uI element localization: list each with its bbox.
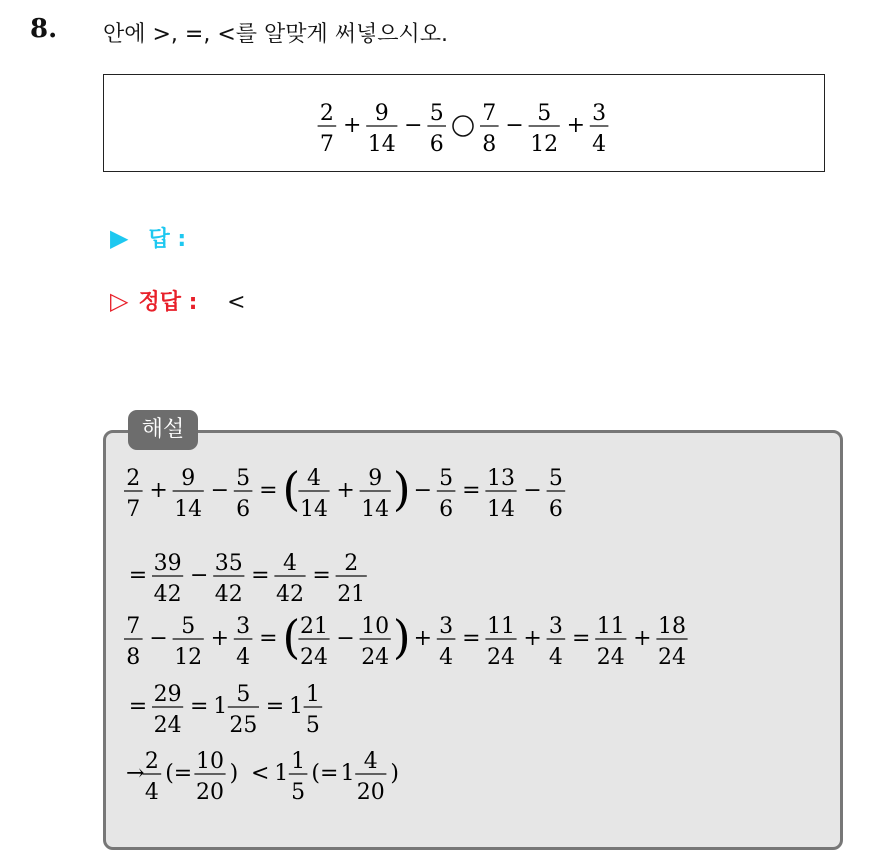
fraction-numerator: 7 xyxy=(482,101,497,126)
fraction-denominator: 4 xyxy=(144,780,159,805)
fraction-denominator: 8 xyxy=(126,645,141,670)
operator: < xyxy=(250,761,270,786)
fraction-denominator: 6 xyxy=(236,497,251,522)
play-triangle-icon: ▶ xyxy=(110,224,129,252)
fraction-numerator: 3 xyxy=(439,614,454,639)
fraction-numerator: 4 xyxy=(307,466,321,491)
fraction-numerator: 21 xyxy=(300,614,328,639)
fraction-denominator: 24 xyxy=(300,645,328,670)
answer-label: 답 : xyxy=(148,227,187,252)
fraction-numerator: 4 xyxy=(283,551,297,576)
fraction-denominator: 7 xyxy=(319,132,334,157)
fraction-numerator: 2 xyxy=(319,101,334,126)
fraction-denominator: 7 xyxy=(126,497,141,522)
correct-answer-row xyxy=(110,285,246,316)
fraction-denominator: 42 xyxy=(214,582,243,607)
fraction-numerator: 9 xyxy=(374,101,389,126)
operator: + xyxy=(523,626,542,651)
fraction-numerator: 1 xyxy=(305,682,320,707)
mixed-whole: 1 xyxy=(340,761,355,786)
operator: = xyxy=(189,694,209,719)
fraction-denominator: 42 xyxy=(276,582,304,607)
operator: + xyxy=(336,478,355,503)
fraction-numerator: 11 xyxy=(596,614,625,639)
question-number: 8. xyxy=(30,14,58,44)
fraction-denominator: 4 xyxy=(236,645,251,670)
fraction-denominator: 14 xyxy=(300,497,328,522)
fraction-denominator: 6 xyxy=(548,497,563,522)
operator: = xyxy=(259,478,278,503)
explanation-tag: 해설 xyxy=(128,410,198,450)
fraction-numerator: 10 xyxy=(361,614,390,639)
fraction-denominator: 14 xyxy=(487,497,515,522)
fraction-denominator: 25 xyxy=(229,713,258,738)
fraction-denominator: 12 xyxy=(530,132,559,157)
fraction-numerator: 35 xyxy=(214,551,243,576)
correct-answer-value: < xyxy=(227,290,246,315)
right-paren: ) xyxy=(392,462,411,516)
mixed-whole: 1 xyxy=(274,761,289,786)
fraction-numerator: 1 xyxy=(291,749,306,774)
question-expression-box xyxy=(103,74,825,172)
operator: = xyxy=(571,626,591,651)
fraction-denominator: 12 xyxy=(174,645,203,670)
fraction-numerator: 7 xyxy=(126,614,141,639)
fraction-numerator: 2 xyxy=(144,749,159,774)
explanation-math xyxy=(106,433,840,847)
fraction-denominator: 24 xyxy=(487,645,515,670)
operator: − xyxy=(413,478,433,503)
operator: − xyxy=(336,626,355,651)
fraction-denominator: 24 xyxy=(658,645,686,670)
math-text: (= xyxy=(311,761,339,786)
fraction-numerator: 5 xyxy=(439,466,454,491)
math-text: → xyxy=(126,761,145,786)
fraction-numerator: 5 xyxy=(181,614,196,639)
fraction-denominator: 21 xyxy=(337,582,366,607)
operator: + xyxy=(566,113,586,138)
left-paren: ( xyxy=(282,462,301,516)
fraction-denominator: 6 xyxy=(439,497,454,522)
fraction-denominator: 20 xyxy=(356,780,385,805)
fraction-numerator: 2 xyxy=(344,551,359,576)
operator: − xyxy=(210,478,230,503)
operator: + xyxy=(342,113,362,138)
fraction-numerator: 18 xyxy=(658,614,686,639)
fraction-numerator: 2 xyxy=(126,466,141,491)
operator: + xyxy=(633,626,652,651)
fraction-numerator: 9 xyxy=(181,466,196,491)
fraction-numerator: 3 xyxy=(592,101,607,126)
operator: = xyxy=(312,563,331,588)
fraction-denominator: 5 xyxy=(305,713,320,738)
operator: = xyxy=(462,626,481,651)
fraction-numerator: 13 xyxy=(487,466,515,491)
operator: − xyxy=(404,113,423,138)
operator: + xyxy=(413,626,433,651)
explanation-box xyxy=(103,430,843,850)
question-prompt: 안에 >, =, <를 알맞게 써넣으시오. xyxy=(103,22,449,47)
fraction-denominator: 14 xyxy=(361,497,390,522)
math-text: ) xyxy=(390,761,399,786)
fraction-denominator: 24 xyxy=(361,645,390,670)
fraction-denominator: 20 xyxy=(196,780,224,805)
fraction-numerator: 3 xyxy=(548,614,563,639)
question-expression xyxy=(104,75,824,171)
fraction-numerator: 5 xyxy=(548,466,563,491)
fraction-denominator: 6 xyxy=(429,132,444,157)
correct-answer-label: 정답 : xyxy=(138,290,198,315)
answer-row xyxy=(110,222,186,253)
operator: = xyxy=(128,694,148,719)
math-text: ) xyxy=(229,761,239,786)
mixed-whole: 1 xyxy=(213,694,228,719)
fraction-denominator: 24 xyxy=(153,713,182,738)
operator: + xyxy=(149,478,168,503)
operator: − xyxy=(523,478,542,503)
fraction-numerator: 10 xyxy=(196,749,224,774)
fraction-denominator: 4 xyxy=(592,132,607,157)
operator: = xyxy=(462,478,481,503)
operator: − xyxy=(189,563,209,588)
fraction-numerator: 5 xyxy=(537,101,552,126)
blank-circle[interactable] xyxy=(453,116,473,136)
fraction-numerator: 29 xyxy=(153,682,182,707)
mixed-whole: 1 xyxy=(289,694,303,719)
fraction-denominator: 14 xyxy=(367,132,396,157)
fraction-numerator: 5 xyxy=(236,466,251,491)
outline-triangle-icon: ▷ xyxy=(110,287,129,315)
left-paren: ( xyxy=(282,610,301,664)
operator: − xyxy=(505,113,524,138)
fraction-denominator: 24 xyxy=(596,645,625,670)
operator: + xyxy=(210,626,230,651)
fraction-numerator: 5 xyxy=(429,101,444,126)
fraction-numerator: 39 xyxy=(153,551,182,576)
fraction-denominator: 4 xyxy=(548,645,563,670)
fraction-denominator: 14 xyxy=(174,497,203,522)
fraction-denominator: 42 xyxy=(153,582,182,607)
operator: = xyxy=(265,694,285,719)
fraction-numerator: 11 xyxy=(487,614,515,639)
operator: − xyxy=(149,626,168,651)
math-text: (= xyxy=(165,761,193,786)
fraction-numerator: 4 xyxy=(363,749,378,774)
fraction-numerator: 9 xyxy=(368,466,383,491)
operator: = xyxy=(259,626,278,651)
fraction-denominator: 4 xyxy=(439,645,454,670)
fraction-denominator: 8 xyxy=(482,132,497,157)
fraction-numerator: 5 xyxy=(236,682,251,707)
fraction-denominator: 5 xyxy=(291,780,306,805)
right-paren: ) xyxy=(392,610,411,664)
operator: = xyxy=(128,563,148,588)
fraction-numerator: 3 xyxy=(236,614,251,639)
operator: = xyxy=(251,563,270,588)
